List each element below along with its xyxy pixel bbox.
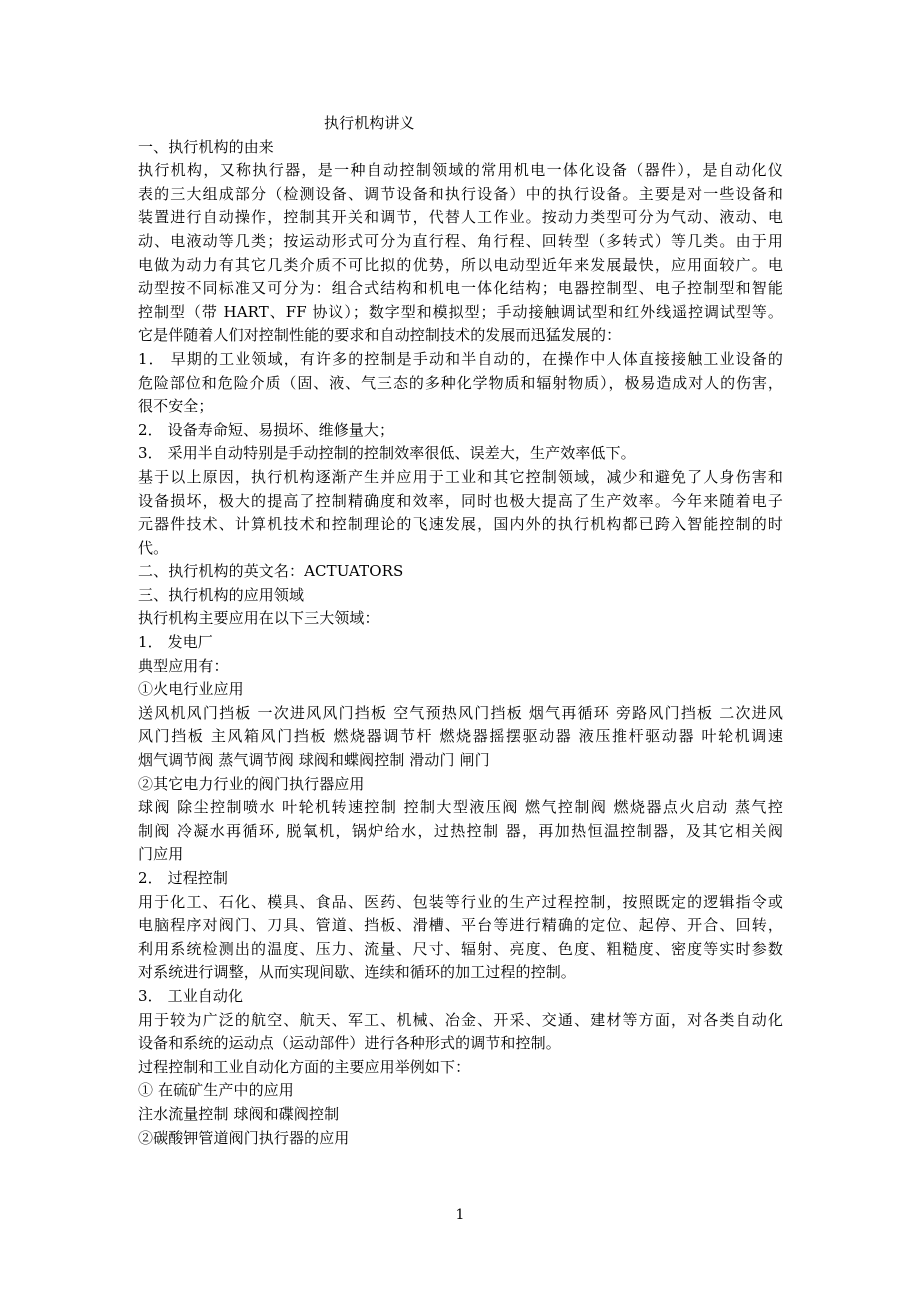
list-item-line: 3． 工业自动化 <box>138 986 244 1005</box>
document-body <box>138 112 783 1150</box>
paragraph-line: 电脑程序对阀门、刀具、管道、挡板、滑槽、平台等进行精确的定位、起停、开合、回转， <box>138 916 783 935</box>
paragraph-line: 设备和系统的运动点（运动部件）进行各种形式的调节和控制。 <box>138 1034 561 1053</box>
paragraph-line: 风门挡板 主风箱风门挡板 燃烧器调节杆 燃烧器摇摆驱动器 液压推杆驱动器 叶轮机调速 <box>138 727 783 746</box>
subheading-line: ①火电行业应用 <box>138 680 244 699</box>
section-heading: 三、执行机构的应用领域 <box>138 585 305 604</box>
paragraph-line: 控制型（带 HART、FF 协议）；数字型和模拟型；手动接触调试型和红外线遥控调试型等。 <box>138 302 783 321</box>
paragraph-line: 它是伴随着人们对控制性能的要求和自动控制技术的发展而迅猛发展的： <box>138 326 622 345</box>
paragraph-line: 动型按不同标准又可分为：组合式结构和机电一体化结构；电器控制型、电子控制型和智能 <box>138 279 783 298</box>
paragraph-line: 元器件技术、计算机技术和控制理论的飞速发展，国内外的执行机构都已跨入智能控制的时 <box>138 515 783 534</box>
subheading-line: ① 在硫矿生产中的应用 <box>138 1081 294 1100</box>
list-item-line: 危险部位和危险介质（固、液、气三态的多种化学物质和辐射物质），极易造成对人的伤害， <box>138 373 783 392</box>
paragraph-line: 代。 <box>138 538 169 557</box>
paragraph-line: 执行机构主要应用在以下三大领域： <box>138 609 380 628</box>
paragraph-line: 利用系统检测出的温度、压力、流量、尺寸、辐射、亮度、色度、粗糙度、密度等实时参数 <box>138 939 783 958</box>
paragraph-line: 球阀 除尘控制喷水 叶轮机转速控制 控制大型液压阀 燃气控制阀 燃烧器点火启动 蒸气控 <box>138 798 783 817</box>
list-item-line: 1． 早期的工业领域，有许多的控制是手动和半自动的，在操作中人体直接接触工业设备的 <box>138 349 783 368</box>
paragraph-line: 典型应用有： <box>138 656 229 675</box>
section-heading: 一、执行机构的由来 <box>138 137 274 156</box>
paragraph-line: 表的三大组成部分（检测设备、调节设备和执行设备）中的执行设备。主要是对一些设备和 <box>138 184 783 203</box>
paragraph-line: 动、电液动等几类；按运动形式可分为直行程、角行程、回转型（多转式）等几类。由于用 <box>138 231 783 250</box>
paragraph-line: 用于化工、石化、模具、食品、医药、包装等行业的生产过程控制，按照既定的逻辑指令或 <box>138 892 783 911</box>
list-item-line: 3． 采用半自动特别是手动控制的控制效率很低、误差大，生产效率低下。 <box>138 444 636 463</box>
section-heading: 二、执行机构的英文名：ACTUATORS <box>138 562 404 581</box>
list-item-line: 很不安全； <box>138 397 214 416</box>
paragraph-line: 设备损坏，极大的提高了控制精确度和效率，同时也极大提高了生产效率。今年来随着电子 <box>138 491 783 510</box>
paragraph-line: 对系统进行调整，从而实现间歇、连续和循环的加工过程的控制。 <box>138 963 576 982</box>
paragraph-line: 过程控制和工业自动化方面的主要应用举例如下： <box>138 1057 471 1076</box>
subheading-line: ②碳酸钾管道阀门执行器的应用 <box>138 1128 350 1147</box>
paragraph-line: 执行机构，又称执行器，是一种自动控制领域的常用机电一体化设备（器件），是自动化仪 <box>138 161 783 180</box>
paragraph-line: 电做为动力有其它几类介质不可比拟的优势，所以电动型近年来发展最快，应用面较广。电 <box>138 255 783 274</box>
paragraph-line: 装置进行自动操作，控制其开关和调节，代替人工作业。按动力类型可分为气动、液动、电 <box>138 208 783 227</box>
list-item-line: 1． 发电厂 <box>138 633 213 652</box>
page-number: 1 <box>455 1207 465 1223</box>
list-item-line: 2． 过程控制 <box>138 869 229 887</box>
paragraph-line: 基于以上原因，执行机构逐渐产生并应用于工业和其它控制领域，减少和避免了人身伤害和 <box>138 467 783 486</box>
paragraph-line: 用于较为广泛的航空、航天、军工、机械、冶金、开采、交通、建材等方面，对各类自动化 <box>138 1010 783 1029</box>
paragraph-line: 送风机风门挡板 一次进风风门挡板 空气预热风门挡板 烟气再循环 旁路风门挡板 二次进风 <box>138 703 783 722</box>
paragraph-line: 注水流量控制 球阀和碟阀控制 <box>138 1104 340 1123</box>
list-item-line: 2． 设备寿命短、易损坏、维修量大； <box>138 420 395 439</box>
paragraph-line: 制阀 冷凝水再循环, 脱氧机，锅炉给水，过热控制 器，再加热恒温控制器，及其它相关阀 <box>138 821 783 840</box>
paragraph-line: 烟气调节阀 蒸气调节阀 球阀和蝶阀控制 滑动门 闸门 <box>138 751 490 770</box>
paragraph-line: 门应用 <box>138 845 184 864</box>
subheading-line: ②其它电力行业的阀门执行器应用 <box>138 774 365 793</box>
document-title: 执行机构讲义 <box>324 114 415 132</box>
